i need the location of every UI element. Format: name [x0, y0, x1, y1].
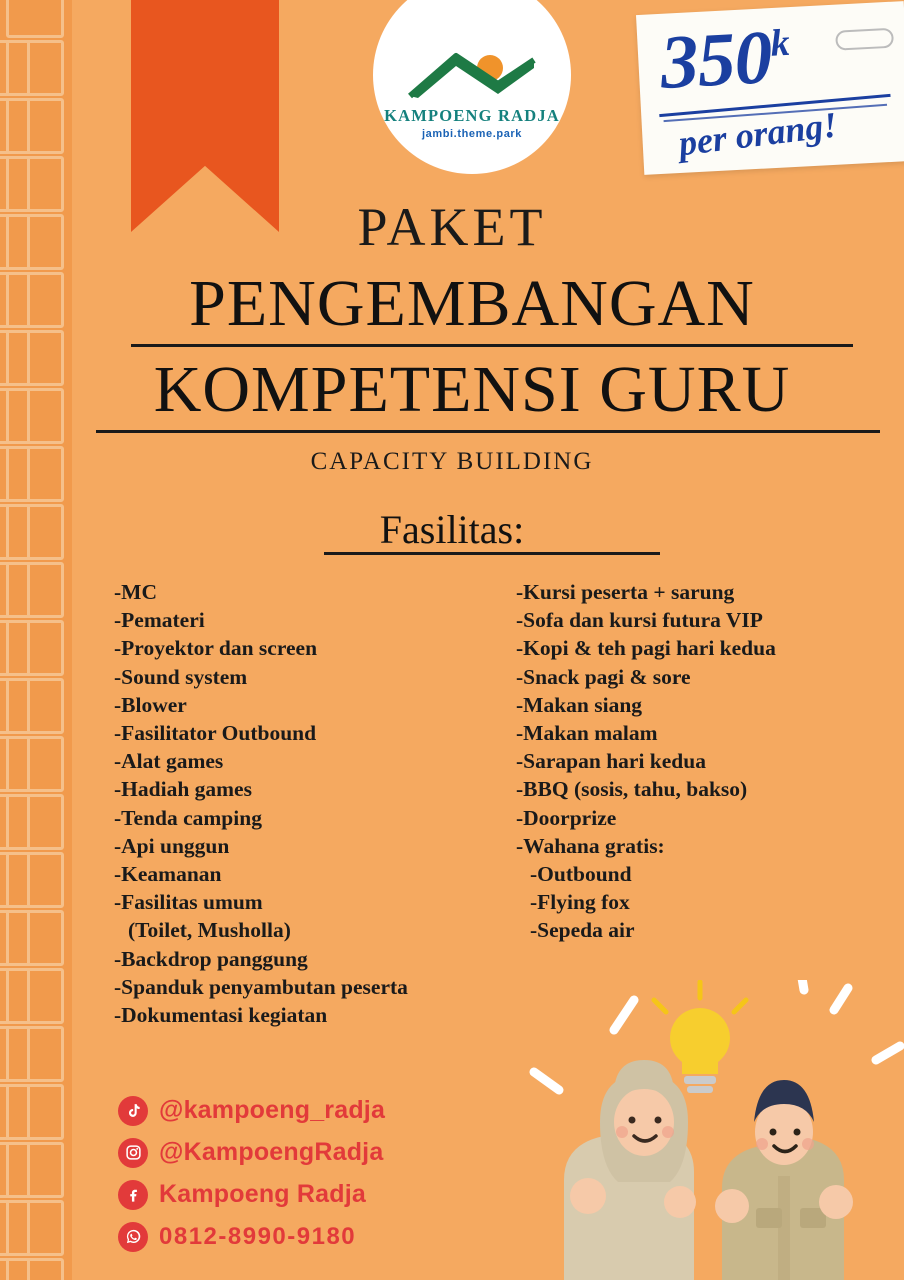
- facilities-left-column: [114, 578, 408, 1029]
- facility-item: -Wahana gratis:: [516, 833, 665, 858]
- facility-item: -Backdrop panggung: [114, 946, 308, 971]
- logo-subtitle: jambi.theme.park: [421, 128, 523, 140]
- price-unit: k: [769, 21, 791, 65]
- facility-item: -Doorprize: [516, 805, 617, 830]
- social-contact-block: [118, 1090, 385, 1258]
- left-decorative-strip: [0, 0, 72, 1280]
- facility-item: (Toilet, Musholla): [128, 918, 291, 943]
- facility-item: -Pemateri: [114, 608, 205, 633]
- social-row[interactable]: [118, 1216, 385, 1257]
- mountain-roof-logo-icon: [406, 50, 538, 102]
- price-per-person: per orang!: [676, 104, 840, 164]
- facility-item: -Makan siang: [516, 692, 643, 717]
- price-tag-hole: [835, 28, 894, 51]
- facility-item: -Sepeda air: [530, 918, 635, 943]
- social-row[interactable]: [118, 1174, 385, 1215]
- facilities-right-column: [516, 578, 776, 945]
- facility-item: -MC: [114, 580, 157, 604]
- price-tag: [636, 1, 904, 175]
- facility-item: -Hadiah games: [114, 777, 252, 802]
- subtitle-capacity-building: CAPACITY BUILDING: [310, 448, 594, 475]
- facility-item: -Outbound: [530, 862, 632, 887]
- facility-item: -Spanduk penyambutan peserta: [114, 974, 408, 999]
- title-line-1: PENGEMBANGAN: [189, 267, 755, 340]
- facility-item: -Makan malam: [516, 721, 658, 746]
- price-amount: 350$^k$: [658, 15, 791, 105]
- social-handle: 0812-8990-9180: [159, 1222, 357, 1250]
- social-handle: Kampoeng Radja: [159, 1180, 366, 1208]
- man-figure: [715, 1080, 853, 1280]
- facility-item: -Kopi & teh pagi hari kedua: [516, 636, 776, 661]
- social-row[interactable]: [118, 1132, 385, 1173]
- logo-name: KAMPOENG RADJA: [384, 106, 560, 125]
- facility-item: -Sofa dan kursi futura VIP: [516, 608, 763, 633]
- facility-item: -Keamanan: [114, 862, 222, 887]
- facility-item: -Blower: [114, 692, 187, 717]
- social-handle: @KampoengRadja: [159, 1138, 384, 1166]
- facility-item: -Dokumentasi kegiatan: [114, 1003, 328, 1028]
- facilities-heading-underline: [324, 552, 660, 555]
- instagram-icon[interactable]: [118, 1138, 148, 1168]
- facility-item: -Kursi peserta + sarung: [516, 580, 735, 604]
- facilities-heading: Fasilitas:: [379, 507, 525, 552]
- people-illustration: [504, 980, 904, 1280]
- tiktok-icon[interactable]: [118, 1096, 148, 1126]
- brand-logo: [373, 0, 571, 174]
- facility-item: -Fasilitator Outbound: [114, 721, 317, 746]
- facility-item: -Tenda camping: [114, 805, 262, 830]
- facility-item: -Proyektor dan screen: [114, 636, 318, 661]
- facility-item: -Api unggun: [114, 833, 230, 858]
- whatsapp-icon[interactable]: [118, 1222, 148, 1252]
- social-handle: @kampoeng_radja: [159, 1096, 386, 1124]
- title-line-2: KOMPETENSI GURU: [153, 353, 791, 426]
- facility-item: -Fasilitas umum: [114, 890, 263, 915]
- facility-item: -BBQ (sosis, tahu, bakso): [516, 777, 748, 802]
- woman-figure: [564, 1060, 696, 1280]
- title-underline-2: [96, 430, 880, 433]
- title-paket: PAKET: [357, 197, 547, 257]
- facility-item: -Sarapan hari kedua: [516, 749, 706, 774]
- facility-item: -Alat games: [114, 749, 224, 774]
- facility-item: -Snack pagi & sore: [516, 664, 691, 689]
- social-row[interactable]: [118, 1090, 385, 1131]
- facility-item: -Sound system: [114, 664, 248, 689]
- facility-item: -Flying fox: [530, 890, 630, 915]
- facebook-icon[interactable]: [118, 1180, 148, 1210]
- title-underline-1: [131, 344, 853, 347]
